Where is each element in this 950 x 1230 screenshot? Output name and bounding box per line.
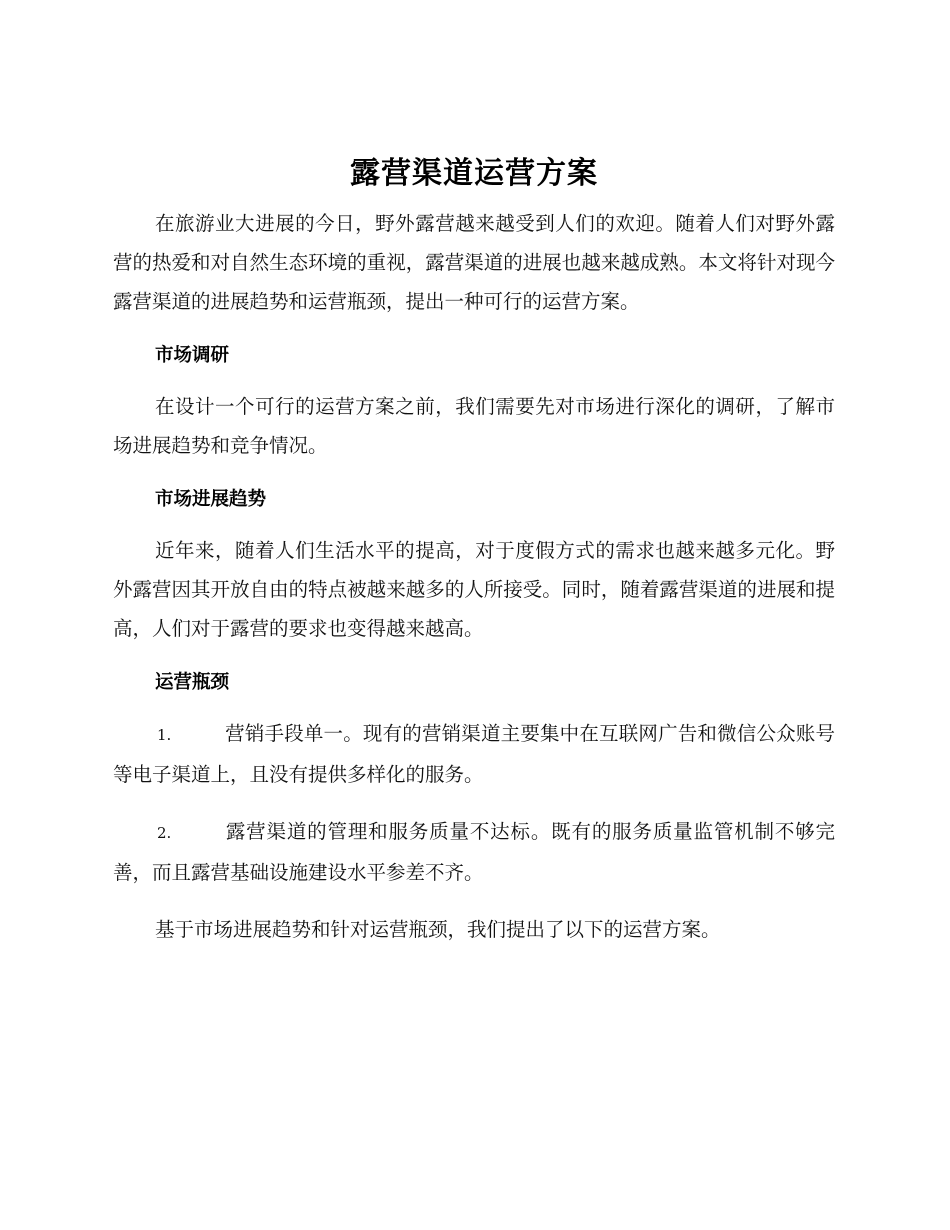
market-research-paragraph: 在设计一个可行的运营方案之前，我们需要先对市场进行深化的调研，了解市场进展趋势和竞争情况。 — [113, 395, 835, 457]
list-item-text: 营销手段单一。现有的营销渠道主要集中在互联网广告和微信公众账号等电子渠道上，且没有提供多样化的服务。 — [113, 722, 835, 786]
list-item-number: 2. — [157, 824, 172, 842]
section-heading-bottleneck: 运营瓶颈 — [155, 672, 230, 693]
document-title: 露营渠道运营方案 — [350, 156, 598, 191]
list-item — [113, 714, 835, 794]
section-heading-market-research: 市场调研 — [155, 345, 230, 366]
list-spacer — [113, 794, 835, 812]
market-trend-paragraph: 近年来，随着人们生活水平的提高，对于度假方式的需求也越来越多元化。野外露营因其开放自由的特点被越来越多的人所接受。同时，随着露营渠道的进展和提高，人们对于露营的要求也变得越来越高。 — [113, 539, 835, 640]
intro-paragraph: 在旅游业大进展的今日，野外露营越来越受到人们的欢迎。随着人们对野外露营的热爱和对自然生态环境的重视，露营渠道的进展也越来越成熟。本文将针对现今露营渠道的进展趋势和运营瓶颈，提出一种可行的运营方案。 — [113, 212, 835, 313]
conclusion-paragraph: 基于市场进展趋势和针对运营瓶颈，我们提出了以下的运营方案。 — [155, 918, 721, 941]
list-item — [113, 812, 835, 892]
document-body — [113, 148, 835, 949]
list-spacer — [113, 892, 835, 910]
list-item-text: 露营渠道的管理和服务质量不达标。既有的服务质量监管机制不够完善，而且露营基础设施建设水平参差不齐。 — [113, 820, 835, 884]
list-item-number: 1. — [157, 726, 172, 744]
section-heading-market-trend: 市场进展趋势 — [155, 489, 267, 510]
